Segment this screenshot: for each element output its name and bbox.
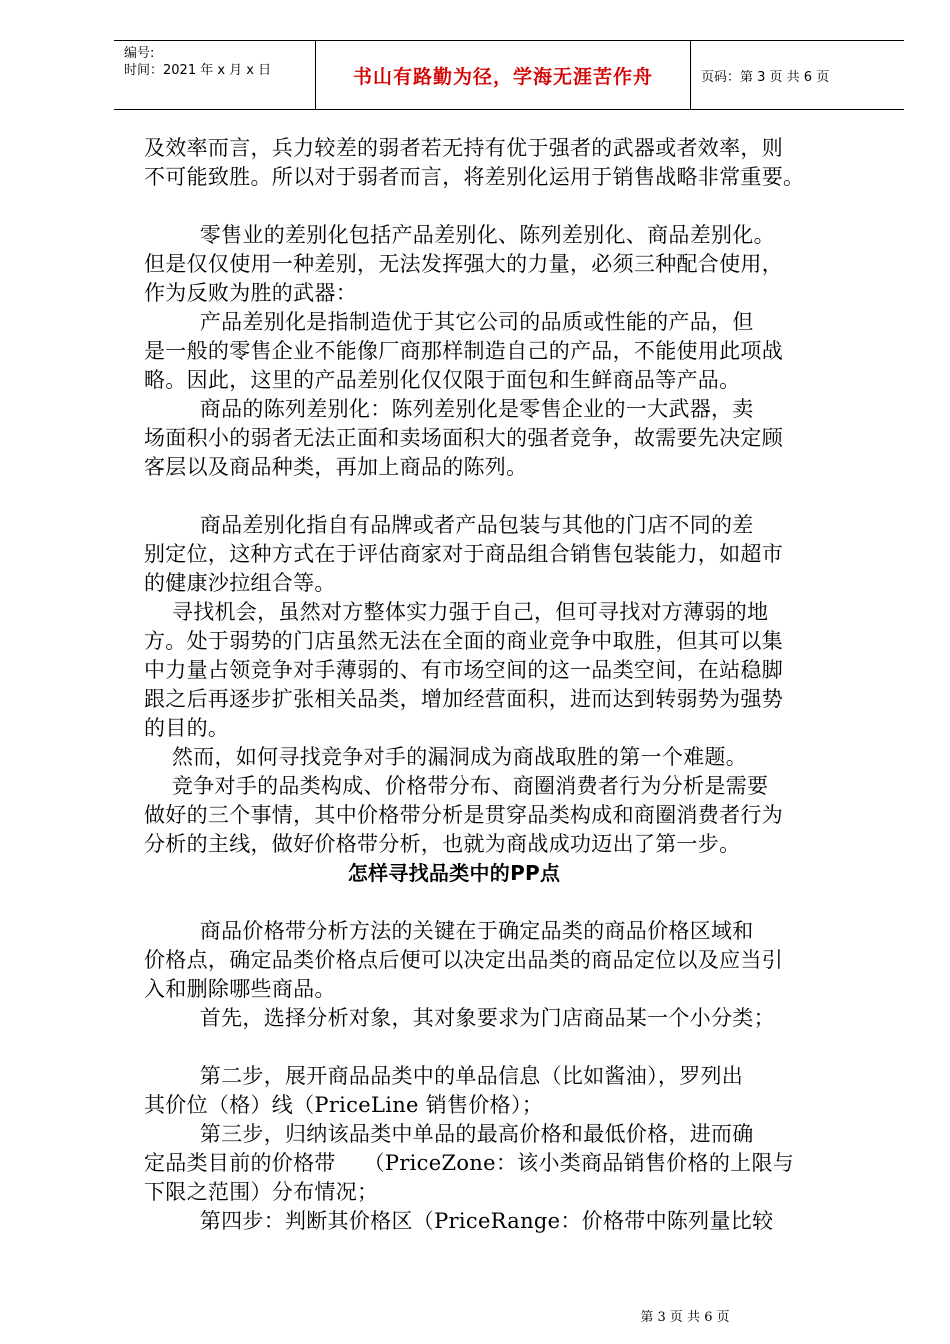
header-meta xyxy=(114,41,316,109)
section-heading: 怎样寻找品类中的PP点 xyxy=(347,861,561,885)
text-line: 产品差别化是指制造优于其它公司的品质或性能的产品，但 xyxy=(144,310,754,334)
text-line: 下限之范围）分布情况； xyxy=(144,1180,379,1204)
text-line: 第四步：判断其价格区（PriceRange：价格带中陈列量比较 xyxy=(144,1209,774,1233)
text-line: 不可能致胜。所以对于弱者而言，将差别化运用于销售战略非常重要。 xyxy=(144,165,805,189)
text-line xyxy=(144,192,884,221)
text-line: 然而，如何寻找竞争对手的漏洞成为商战取胜的第一个难题。 xyxy=(144,745,747,769)
text-line: 分析的主线，做好价格带分析，也就为商战成功迈出了第一步。 xyxy=(144,832,741,856)
text-line: 做好的三个事情，其中价格带分析是贯穿品类构成和商圈消费者行为 xyxy=(144,803,783,827)
text-line: 中力量占领竞争对手薄弱的、有市场空间的这一品类空间，在站稳脚 xyxy=(144,658,783,682)
text-line: 及效率而言，兵力较差的弱者若无持有优于强者的武器或者效率，则 xyxy=(144,136,783,160)
text-line: 商品差别化指自有品牌或者产品包装与其他的门店不同的差 xyxy=(144,513,754,537)
text-line: 商品的陈列差别化：陈列差别化是零售企业的一大武器，卖 xyxy=(144,397,754,421)
text-line xyxy=(144,1033,884,1062)
header-page-number: 页码：第 3 页 共 6 页 xyxy=(701,69,830,85)
text-line: 竞争对手的品类构成、价格带分布、商圈消费者行为分析是需要 xyxy=(144,774,769,798)
text-line: 第二步，展开商品品类中的单品信息（比如酱油），罗列出 xyxy=(144,1064,744,1088)
header-motto: 书山有路勤为径，学海无涯苦作舟 xyxy=(316,41,691,109)
text-line: 价格点，确定品类价格点后便可以决定出品类的商品定位以及应当引 xyxy=(144,948,783,972)
text-line: 零售业的差别化包括产品差别化、陈列差别化、商品差别化。 xyxy=(144,223,775,247)
text-line: 别定位，这种方式在于评估商家对于商品组合销售包装能力，如超市 xyxy=(144,542,783,566)
body-paragraphs xyxy=(144,134,884,859)
text-line: 是一般的零售企业不能像厂商那样制造自己的产品，不能使用此项战 xyxy=(144,339,783,363)
text-line: 方。处于弱势的门店虽然无法在全面的商业竞争中取胜，但其可以集 xyxy=(144,629,783,653)
text-line: 第三步，归纳该品类中单品的最高价格和最低价格，进而确 xyxy=(144,1122,754,1146)
text-line: 商品价格带分析方法的关键在于确定品类的商品价格区域和 xyxy=(144,919,754,943)
text-line: 场面积小的弱者无法正面和卖场面积大的强者竞争，故需要先决定顾 xyxy=(144,426,783,450)
text-line: 跟之后再逐步扩张相关品类，增加经营面积，进而达到转弱势为强势 xyxy=(144,687,783,711)
document-number-label: 编号: xyxy=(124,46,155,61)
page-header xyxy=(114,40,904,110)
body-paragraphs-continued xyxy=(144,888,884,1236)
document-body xyxy=(144,134,884,1236)
text-line xyxy=(144,482,884,511)
text-line: 但是仅仅使用一种差别，无法发挥强大的力量，必须三种配合使用， xyxy=(144,252,783,276)
text-line xyxy=(144,888,884,917)
text-line: 的目的。 xyxy=(144,716,230,740)
text-line: 寻找机会，虽然对方整体实力强于自己，但可寻找对方薄弱的地 xyxy=(144,600,769,624)
text-line: 入和删除哪些商品。 xyxy=(144,977,336,1001)
document-time-label: 时间：2021 年 x 月 x 日 xyxy=(124,63,272,78)
text-line: 客层以及商品种类，再加上商品的陈列。 xyxy=(144,455,528,479)
text-line: 略。因此，这里的产品差别化仅仅限于面包和生鲜商品等产品。 xyxy=(144,368,741,392)
text-line: 首先，选择分析对象，其对象要求为门店商品某一个小分类； xyxy=(144,1006,775,1030)
text-line: 定品类目前的价格带 （PriceZone：该小类商品销售价格的上限与 xyxy=(144,1151,795,1175)
text-line: 的健康沙拉组合等。 xyxy=(144,571,336,595)
page-footer: 第 3 页 共 6 页 xyxy=(640,1310,730,1325)
text-line: 其价位（格）线（PriceLine 销售价格）； xyxy=(144,1093,544,1117)
text-line: 作为反败为胜的武器： xyxy=(144,281,357,305)
